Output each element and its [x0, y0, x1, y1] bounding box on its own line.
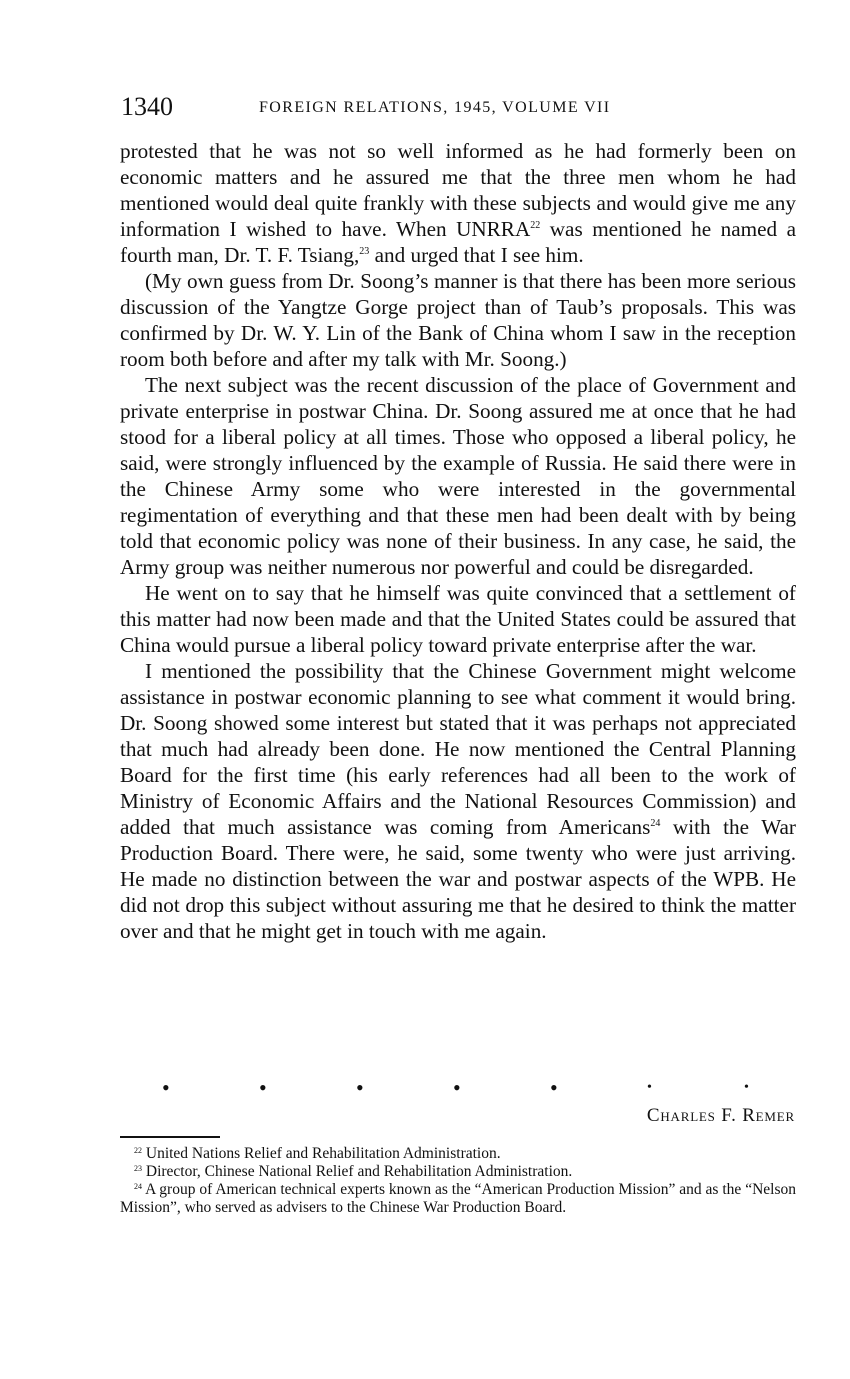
paragraph-2: (My own guess from Dr. Soong’s manner is that there has been more serious discussion of the Yangtze Gorge project than of Taub’s proposals. This was confirmed by Dr. W. Y. Lin of the Bank of China whom I saw in the reception room both before and after my talk with Mr. Soong.): [120, 269, 796, 371]
footnote-ref-24: 24: [650, 818, 661, 829]
ellipsis-dot: •: [356, 1075, 364, 1100]
paragraph-text: protested that he was not so well informed as he had formerly been on economic matters and he assured me that the three men whom he had mentioned would deal quite frankly with these subjects and would give me any information I wished to have. When UNRRA: [120, 139, 796, 241]
paragraph-3: The next subject was the recent discussion of the place of Government and private enterprise in postwar China. Dr. Soong assured me at once that he had stood for a liberal policy at all times. Those who opposed a liberal policy, he said, were strongly influenced by the example of Russia. He said there were in the Chinese Army some who were interested in the governmental regimentation of everything and that these men had been dealt with by being told that economic policy was none of their business. In any case, he said, the Army group was neither numerous nor powerful and could be disregarded.: [120, 373, 796, 579]
paragraph-1: [120, 138, 796, 268]
ellipsis-dot: •: [647, 1080, 652, 1095]
footnote-text: United Nations Relief and Rehabilitation Administration.: [145, 1145, 501, 1162]
footnote-text: A group of American technical experts known as the “American Production Mission” and as the “Nelson Mission”, who served as advisers to the Chinese War Production Board.: [120, 1181, 796, 1216]
paragraph-text: was mentioned he named a fourth man, Dr. T. F. Tsiang,: [120, 217, 797, 267]
paragraph-text: with the War Production Board. There were, he said, some twenty who were just arriving. He made no distinction between the war and postwar aspects of the WPB. He did not drop this subject without assuring me that he desired to think the matter over and that he might get in touch with me again.: [120, 815, 796, 943]
paragraph-text: I mentioned the possibility that the Chinese Government might welcome assistance in postwar economic planning to see what comment it would bring. Dr. Soong showed some interest but stated that it was perhaps not appreciated that much had already been done. He now mentioned the Central Planning Board for the first time (his early references had all been to the work of Ministry of Economic Affairs and the National Resources Commission) and added that much assistance was coming from Americans: [120, 659, 796, 839]
ellipsis-dots: [120, 1075, 796, 1100]
footnote-number: 24: [134, 1182, 142, 1191]
footnote-22: [120, 1145, 796, 1163]
paragraph-4: He went on to say that he himself was quite convinced that a settlement of this matter had now been made and that the United States could be assured that China would pursue a liberal policy toward private enterprise after the war.: [120, 581, 796, 657]
footnote-23: [120, 1163, 796, 1181]
ellipsis-dot: •: [744, 1080, 749, 1095]
footnote-24: [120, 1181, 796, 1217]
ellipsis-dot: •: [162, 1075, 170, 1100]
footnote-ref-22: 22: [530, 220, 541, 231]
running-head: FOREIGN RELATIONS, 1945, VOLUME VII: [259, 99, 611, 116]
footnote-number: 22: [134, 1146, 142, 1155]
footnotes: [120, 1145, 796, 1217]
footnote-rule: [120, 1136, 220, 1138]
ellipsis-dot: •: [259, 1075, 267, 1100]
ellipsis-dot: •: [453, 1075, 461, 1100]
page-header: [121, 92, 796, 126]
ellipsis-dot: •: [550, 1075, 558, 1100]
signature: Charles F. Remer: [646, 1105, 795, 1126]
footnote-text: Director, Chinese National Relief and Rehabilitation Administration.: [145, 1163, 573, 1180]
footnote-number: 23: [134, 1164, 142, 1173]
footnote-ref-23: 23: [359, 246, 370, 257]
paragraph-5: [120, 658, 796, 944]
body-text: [120, 138, 796, 944]
page-number: 1340: [121, 92, 173, 121]
paragraph-text: and urged that I see him.: [369, 243, 584, 267]
